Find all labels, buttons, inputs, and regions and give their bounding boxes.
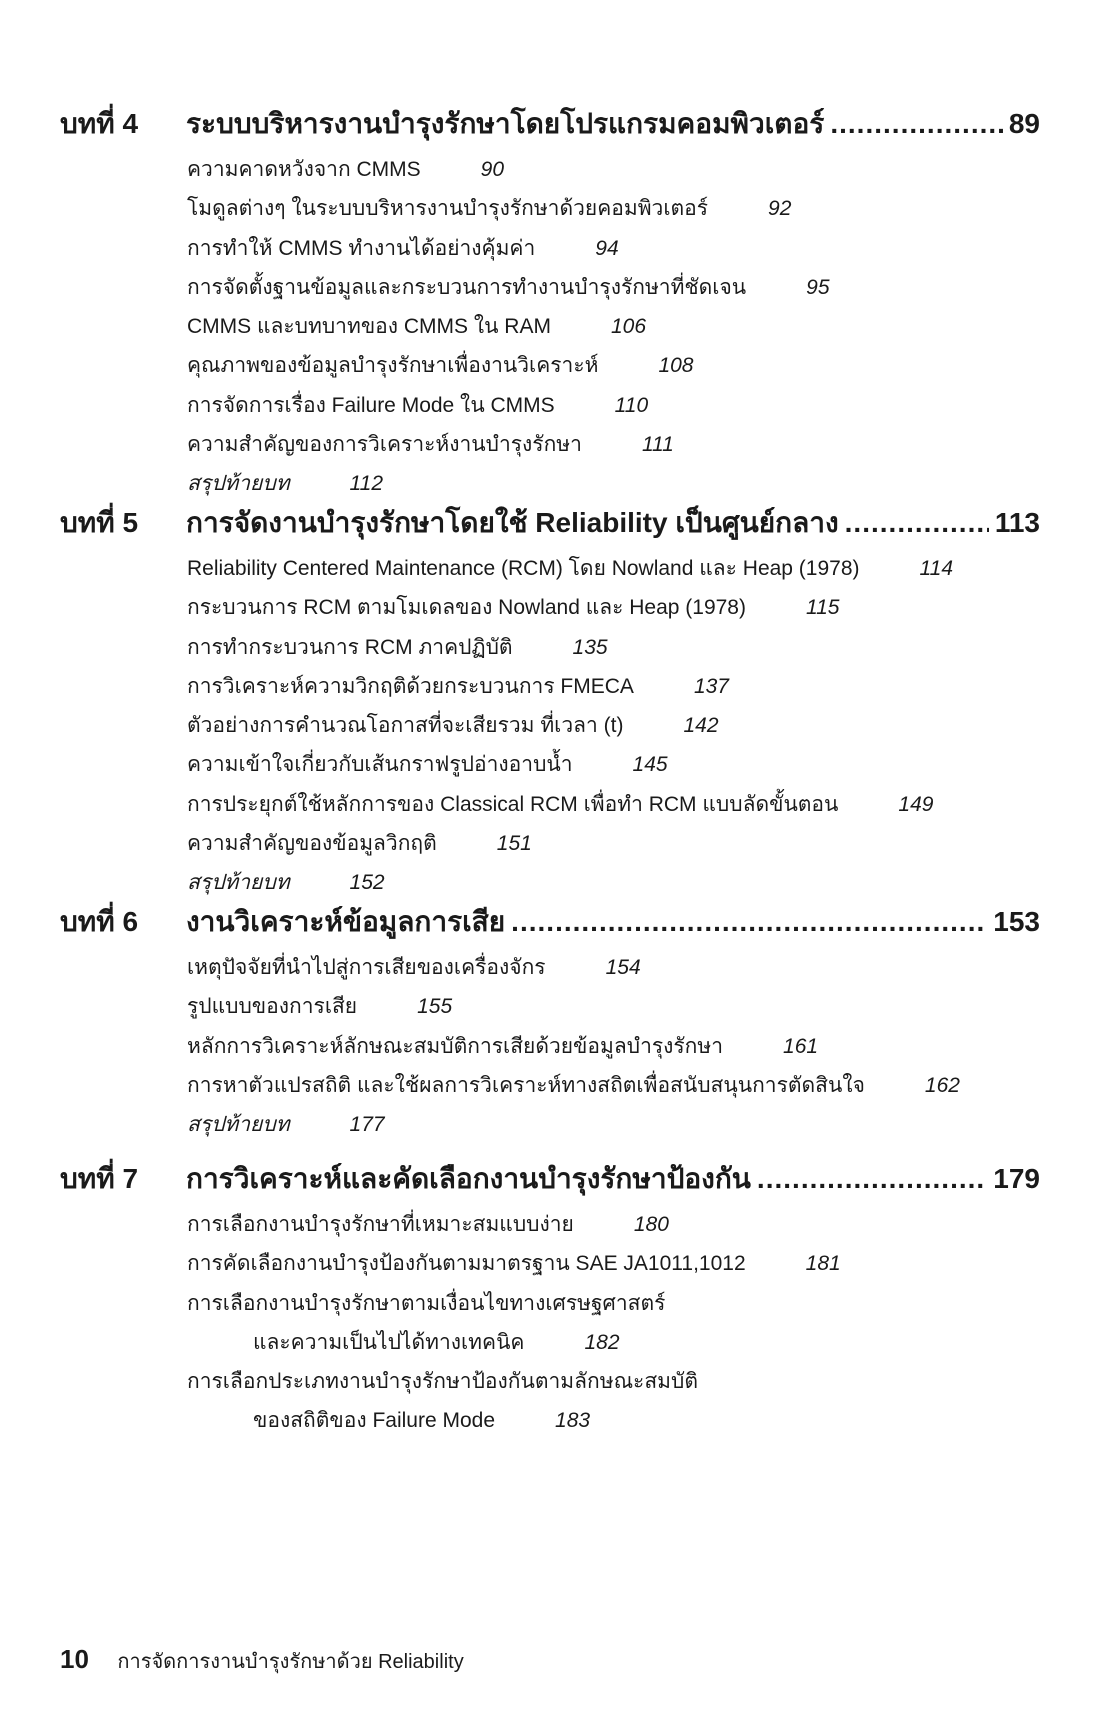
toc-entry[interactable]	[187, 1027, 1102, 1066]
entry-text: ของสถิติของ Failure Mode	[253, 1409, 496, 1433]
section-list	[0, 948, 1102, 1144]
chapter-label: บทที่ 7	[60, 1163, 139, 1194]
toc-entry[interactable]	[187, 229, 1102, 268]
toc-entry[interactable]	[187, 706, 1102, 745]
chapter-heading	[0, 501, 1102, 545]
entry-text: ความสำคัญของการวิเคราะห์งานบำรุงรักษา	[187, 433, 582, 457]
toc-entry-continuation[interactable]	[253, 1401, 1102, 1440]
entry-page: 154	[605, 956, 641, 979]
entry-page: 95	[806, 275, 830, 299]
toc-entry-summary[interactable]	[187, 1105, 1102, 1144]
toc-entry[interactable]	[187, 824, 1102, 863]
entry-text: การจัดตั้งฐานข้อมูลและกระบวนการทำงานบำรุงรักษาที่ชัดเจน	[187, 275, 747, 299]
entry-text: เหตุปัจจัยที่นำไปสู่การเสียของเครื่องจักร	[187, 956, 546, 979]
toc-entry[interactable]	[187, 189, 1102, 228]
dot-leader	[757, 1157, 987, 1201]
entry-text: การทำกระบวนการ RCM ภาคปฏิบัติ	[187, 635, 513, 659]
toc-entry[interactable]	[187, 1244, 1102, 1283]
entry-page: 135	[572, 635, 608, 659]
entry-page: 180	[633, 1213, 669, 1236]
entry-text: การหาตัวแปรสถิติ และใช้ผลการวิเคราะห์ทางสถิตเพื่อสนับสนุนการตัดสินใจ	[187, 1073, 865, 1097]
toc-entry[interactable]	[187, 785, 1102, 824]
entry-page: 151	[496, 832, 532, 856]
chapter-label: บทที่ 5	[60, 507, 139, 538]
entry-text: การจัดการเรื่อง Failure Mode ใน CMMS	[187, 393, 555, 417]
chapter-heading	[0, 900, 1102, 944]
chapter-title-row[interactable]	[186, 501, 1040, 545]
running-title: การจัดการงานบำรุงรักษาด้วย Reliability	[117, 1651, 464, 1673]
entry-page: 142	[683, 714, 719, 738]
toc-entry[interactable]	[187, 268, 1102, 307]
entry-page: 90	[480, 158, 505, 181]
toc-entry[interactable]	[187, 1205, 1102, 1244]
entry-text: รูปแบบของการเสีย	[187, 995, 358, 1019]
toc-entry[interactable]	[187, 549, 1102, 588]
chapter-title-row[interactable]	[186, 102, 1040, 146]
entry-page: 106	[610, 315, 647, 339]
entry-text: ความสำคัญของข้อมูลวิกฤติ	[187, 832, 437, 856]
toc-entry[interactable]	[187, 1362, 1102, 1401]
entry-page: 183	[555, 1409, 591, 1433]
chapter-label: บทที่ 4	[60, 108, 139, 139]
toc-entry[interactable]	[187, 1066, 1102, 1105]
entry-text: ตัวอย่างการคำนวณโอกาสที่จะเสียรวม ที่เวลา (t)	[187, 714, 624, 738]
toc-entry[interactable]	[187, 628, 1102, 667]
chapter-label: บทที่ 6	[60, 906, 139, 937]
entry-page: 115	[805, 596, 840, 620]
entry-page: 155	[417, 995, 453, 1019]
entry-text: สรุปท้ายบท	[187, 1113, 290, 1137]
toc-entry[interactable]	[187, 987, 1102, 1026]
chapter-5	[0, 501, 1102, 903]
toc-entry-summary[interactable]	[187, 464, 1102, 503]
entry-text: การวิเคราะห์ความวิกฤติด้วยกระบวนการ FMECA	[187, 674, 634, 698]
entry-page: 137	[693, 674, 729, 698]
chapter-title: ระบบบริหารงานบำรุงรักษาโดยโปรแกรมคอมพิวเตอร์	[186, 108, 825, 139]
entry-text: การเลือกงานบำรุงรักษาตามเงื่อนไขทางเศรษฐศาสตร์	[187, 1291, 666, 1315]
toc-entry[interactable]	[187, 948, 1102, 987]
toc-entry-summary[interactable]	[187, 863, 1102, 902]
entry-page: 162	[924, 1073, 960, 1097]
entry-text: การทำให้ CMMS ทำงานได้อย่างคุ้มค่า	[187, 236, 536, 260]
chapter-page: 179	[993, 1163, 1040, 1194]
entry-page: 112	[349, 472, 384, 496]
entry-text: การเลือกประเภทงานบำรุงรักษาป้องกันตามลักษณะสมบัติ	[187, 1370, 698, 1394]
toc-entry[interactable]	[187, 745, 1102, 784]
toc-entry[interactable]	[187, 150, 1102, 189]
chapter-title: การวิเคราะห์และคัดเลือกงานบำรุงรักษาป้องกัน	[186, 1163, 751, 1194]
entry-text: ความคาดหวังจาก CMMS	[187, 158, 421, 181]
entry-text: การคัดเลือกงานบำรุงป้องกันตามมาตรฐาน SAE JA1011,1012	[187, 1252, 746, 1276]
entry-page: 94	[595, 236, 619, 260]
chapter-heading	[0, 1157, 1102, 1201]
entry-text: คุณภาพของข้อมูลบำรุงรักษาเพื่องานวิเคราะห์	[187, 354, 599, 378]
section-list	[0, 1205, 1102, 1441]
toc-entry[interactable]	[187, 667, 1102, 706]
entry-text: สรุปท้ายบท	[187, 871, 290, 895]
entry-text: กระบวนการ RCM ตามโมเดลของ Nowland และ Heap (1978)	[187, 596, 746, 620]
chapter-page: 113	[994, 507, 1040, 538]
entry-text: สรุปท้ายบท	[187, 472, 290, 496]
toc-entry[interactable]	[187, 588, 1102, 627]
entry-page: 114	[919, 557, 953, 580]
toc-entry[interactable]	[187, 1284, 1102, 1323]
entry-page: 182	[584, 1330, 620, 1354]
entry-text: และความเป็นไปได้ทางเทคนิค	[253, 1330, 525, 1354]
entry-text: หลักการวิเคราะห์ลักษณะสมบัติการเสียด้วยข้อมูลบำรุงรักษา	[187, 1034, 724, 1058]
chapter-title: การจัดงานบำรุงรักษาโดยใช้ Reliability เป็นศูนย์กลาง	[186, 507, 839, 538]
page-footer	[60, 1641, 464, 1677]
chapter-7	[0, 1157, 1102, 1441]
chapter-6	[0, 900, 1102, 1144]
chapter-title-row[interactable]	[186, 1157, 1040, 1201]
chapter-title: งานวิเคราะห์ข้อมูลการเสีย	[186, 906, 506, 937]
entry-text: การประยุกต์ใช้หลักการของ Classical RCM เพื่อทำ RCM แบบลัดขั้นตอน	[187, 792, 839, 816]
chapter-title-row[interactable]	[186, 900, 1040, 944]
dot-leader	[511, 900, 987, 944]
chapter-4	[0, 102, 1102, 504]
chapter-page: 153	[993, 906, 1040, 937]
entry-text: โมดูลต่างๆ ในระบบบริหารงานบำรุงรักษาด้วยคอมพิวเตอร์	[187, 197, 709, 221]
entry-page: 149	[898, 792, 934, 816]
entry-page: 177	[349, 1113, 385, 1137]
entry-text: ความเข้าใจเกี่ยวกับเส้นกราฟรูปอ่างอาบน้ำ	[187, 753, 573, 777]
chapter-page: 89	[1008, 108, 1040, 139]
entry-page: 161	[783, 1034, 819, 1058]
entry-page: 152	[349, 871, 385, 895]
entry-page: 92	[768, 197, 792, 221]
entry-page: 181	[805, 1252, 841, 1276]
dot-leader	[830, 102, 1003, 146]
chapter-heading	[0, 102, 1102, 146]
section-list	[0, 549, 1102, 903]
toc-entry-continuation[interactable]	[253, 1323, 1102, 1362]
toc-entry[interactable]	[187, 425, 1102, 464]
entry-page: 108	[658, 354, 694, 378]
dot-leader	[845, 501, 989, 545]
page-number: 10	[60, 1644, 89, 1674]
entry-text: การเลือกงานบำรุงรักษาที่เหมาะสมแบบง่าย	[187, 1213, 574, 1236]
entry-page: 110	[614, 393, 649, 417]
section-list	[0, 150, 1102, 504]
entry-page: 145	[632, 753, 668, 777]
entry-page: 111	[641, 433, 674, 457]
toc-entry[interactable]	[187, 307, 1102, 346]
entry-text: Reliability Centered Maintenance (RCM) โดย Nowland และ Heap (1978)	[187, 557, 860, 580]
toc-entry[interactable]	[187, 346, 1102, 385]
toc-entry[interactable]	[187, 386, 1102, 425]
entry-text: CMMS และบทบาทของ CMMS ใน RAM	[187, 315, 551, 339]
